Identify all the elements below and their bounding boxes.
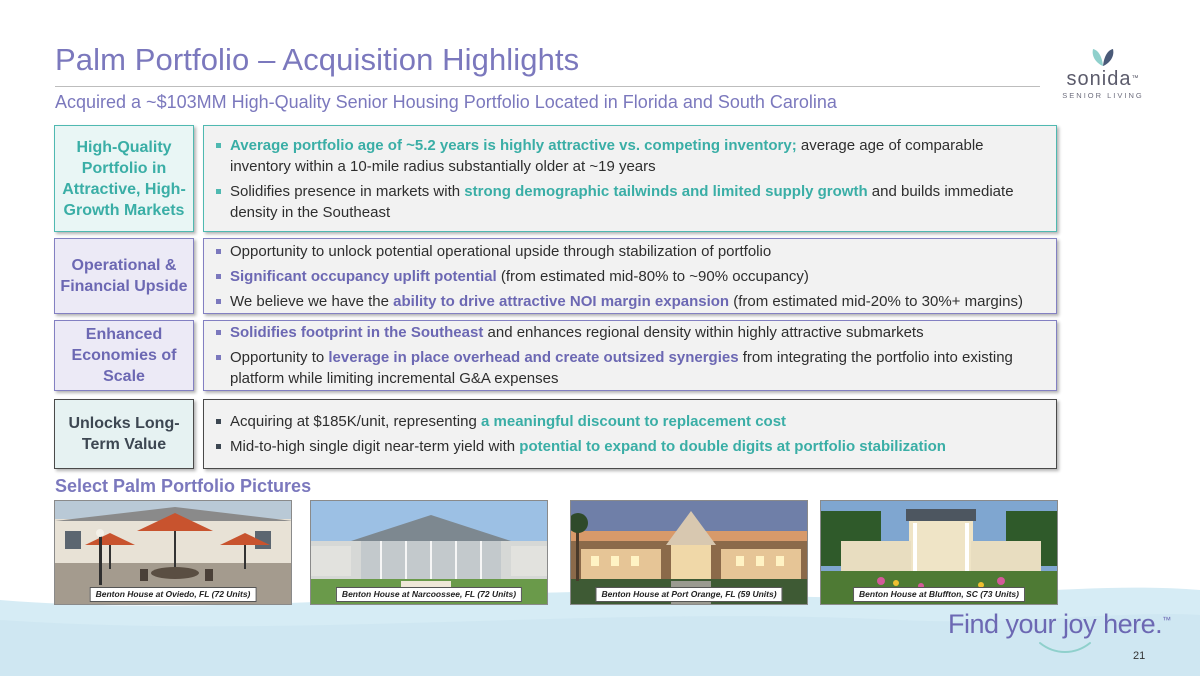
property-photo-narcoossee [310, 500, 548, 605]
bullet-item: Solidifies footprint in the Southeast and enhances regional density within highly attractive submarkets [230, 322, 1038, 343]
footer-tagline: Find your joy here.™ [948, 609, 1171, 639]
row-label: High-Quality Portfolio in Attractive, High-Growth Markets [54, 125, 194, 232]
highlight-row-value [54, 399, 1057, 469]
page-title: Palm Portfolio – Acquisition Highlights [55, 42, 580, 77]
title-divider [55, 86, 1040, 87]
row-content [203, 238, 1057, 314]
bullet-item: Solidifies presence in markets with strong demographic tailwinds and limited supply growth and builds immediate density in the Southeast [230, 181, 1038, 223]
highlight-row-quality [54, 125, 1057, 232]
property-photo-port-orange [570, 500, 808, 605]
row-content [203, 320, 1057, 391]
bullet-item: Acquiring at $185K/unit, representing a meaningful discount to replacement cost [230, 411, 1038, 432]
photo-caption: Benton House at Bluffton, SC (73 Units) [853, 587, 1025, 602]
row-label: Enhanced Economies of Scale [54, 320, 194, 391]
bullet-item: Mid-to-high single digit near-term yield with potential to expand to double digits at portfolio stabilization [230, 436, 1038, 457]
row-label: Unlocks Long-Term Value [54, 399, 194, 469]
highlight-row-upside [54, 238, 1057, 314]
bullet-item: We believe we have the ability to drive attractive NOI margin expansion (from estimated mid-20% to 30%+ margins) [230, 291, 1038, 312]
highlight-row-scale [54, 320, 1057, 391]
logo-wordmark: sonida™ [1066, 68, 1140, 90]
photo-caption: Benton House at Narcoossee, FL (72 Units) [336, 587, 522, 602]
row-label: Operational & Financial Upside [54, 238, 194, 314]
smile-swoosh-icon [1037, 640, 1093, 654]
bullet-item: Opportunity to unlock potential operational upside through stabilization of portfolio [230, 241, 1038, 262]
bullet-item: Average portfolio age of ~5.2 years is highly attractive vs. competing inventory; average age of comparable inventory within a 10-mile radius substantially older at ~19 years [230, 135, 1038, 177]
property-photo-bluffton [820, 500, 1058, 605]
pictures-title: Select Palm Portfolio Pictures [55, 476, 312, 496]
logo-tagline: SENIOR LIVING [1062, 91, 1144, 100]
page-subtitle: Acquired a ~$103MM High-Quality Senior Housing Portfolio Located in Florida and South Carolina [55, 92, 837, 112]
photo-caption: Benton House at Port Orange, FL (59 Units) [595, 587, 782, 602]
sonida-logo [1058, 46, 1148, 106]
photo-caption: Benton House at Oviedo, FL (72 Units) [90, 587, 257, 602]
row-content [203, 399, 1057, 469]
row-content [203, 125, 1057, 232]
butterfly-icon [1089, 46, 1117, 68]
page-number: 21 [1133, 650, 1146, 662]
bullet-item: Opportunity to leverage in place overhead and create outsized synergies from integrating the portfolio into existing platform while limiting incremental G&A expenses [230, 347, 1038, 389]
bullet-item: Significant occupancy uplift potential (from estimated mid-80% to ~90% occupancy) [230, 266, 1038, 287]
property-photo-oviedo [54, 500, 292, 605]
